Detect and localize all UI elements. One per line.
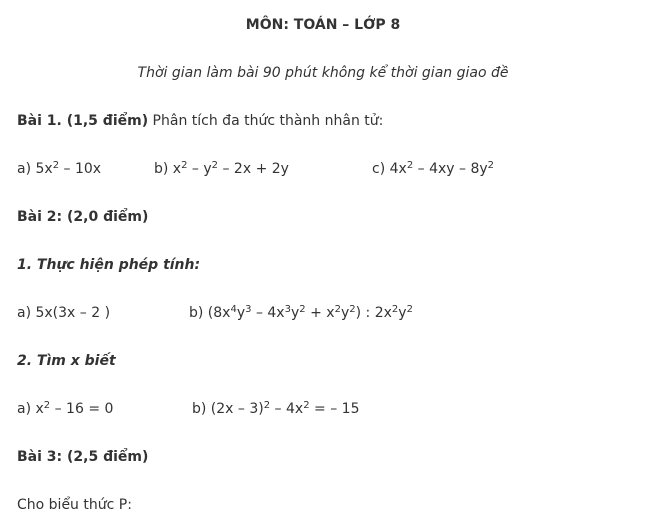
bai1-item-a: a) $5x^2 - 10x$: [17, 160, 102, 177]
bai1-item-b: b) $x^2 - y^2 - 2x + 2y$: [154, 160, 289, 177]
bai2-part1-item-a: a) 5x(3x – 2 ): [17, 305, 111, 321]
exam-time-note: Thời gian làm bài 90 phút không kể thời gian giao đề: [137, 65, 509, 81]
bai2-part2-item-b: b) $(2x - 3)^2 - 4x^2$ = – 15: [192, 400, 360, 417]
bai3-intro: Cho biểu thức P:: [17, 497, 132, 513]
bai1-line: [17, 112, 383, 130]
bai2-part2-item-a: a) $x^2 - 16 = 0$: [17, 400, 114, 417]
bai2-part1-items: [17, 304, 617, 324]
bai1-item-c: c) $4x^2 - 4xy - 8y^2$: [372, 160, 495, 177]
bai3-heading: Bài 3: (2,5 điểm): [17, 449, 149, 465]
bai2-part2-heading: 2. Tìm x biết: [17, 353, 116, 369]
bai2-heading: Bài 2: (2,0 điểm): [17, 209, 149, 225]
bai2-part1-heading: 1. Thực hiện phép tính:: [17, 257, 201, 273]
bai1-items: [17, 160, 617, 180]
bai2-part1-item-b: b) $(8x^4y^3 - 4x^3y^2 + x^2y^2)$ : $2x^2y^2$: [189, 304, 413, 321]
bai1-heading: Bài 1. (1,5 điểm): [17, 113, 149, 129]
bai1-instruction: Phân tích đa thức thành nhân tử:: [148, 113, 384, 129]
exam-title: MÔN: TOÁN – LỚP 8: [245, 17, 401, 33]
bai2-part2-items: [17, 400, 617, 420]
